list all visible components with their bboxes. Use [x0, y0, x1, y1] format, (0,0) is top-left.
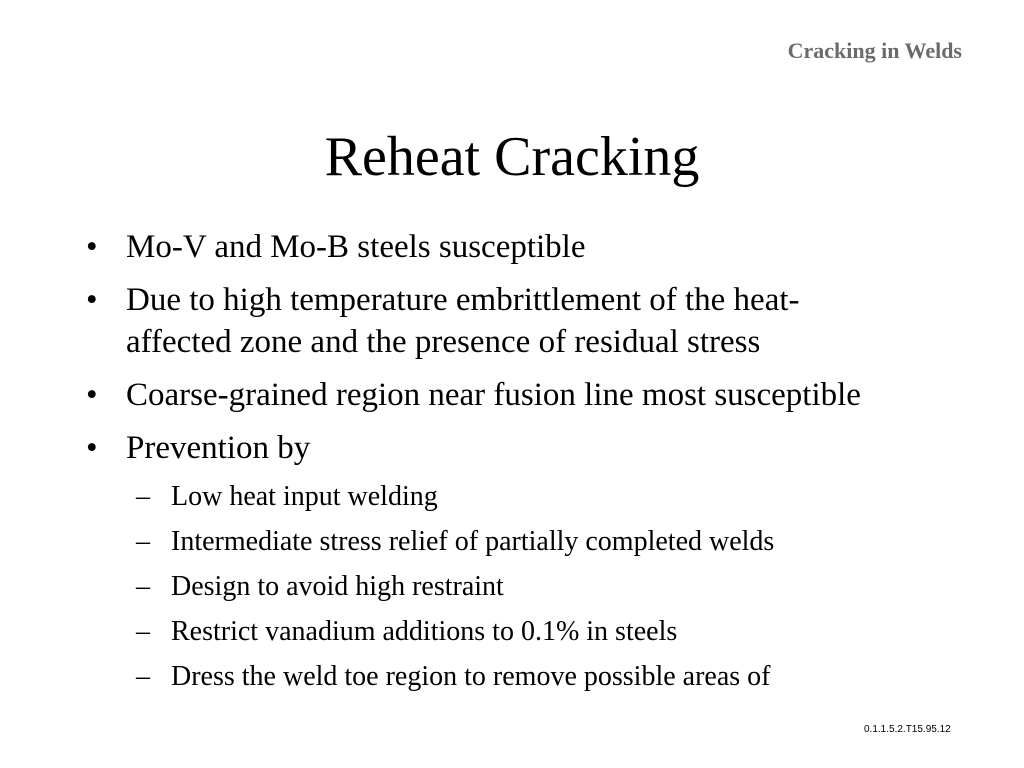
- sub-bullet-text: Design to avoid high restraint: [171, 571, 504, 602]
- sub-bullet-item: [0, 615, 904, 649]
- sub-bullet-list: [126, 480, 904, 694]
- sub-bullet-item: [0, 570, 904, 604]
- bullet-text: Prevention by: [126, 430, 311, 466]
- bullet-item: [0, 279, 1024, 363]
- dash-mark: –: [136, 571, 150, 602]
- bullet-item: [0, 226, 1024, 268]
- dash-mark: –: [136, 661, 150, 692]
- bullet-text: Mo-V and Mo-B steels susceptible: [126, 229, 586, 265]
- bullet-mark: •: [86, 229, 98, 265]
- bullet-item: [0, 374, 1024, 416]
- dash-mark: –: [136, 481, 150, 512]
- bullet-list: [0, 226, 1024, 705]
- slide-title: Reheat Cracking: [324, 126, 700, 188]
- dash-mark: –: [136, 526, 150, 557]
- sub-bullet-item: [0, 660, 904, 694]
- sub-bullet-item: [0, 525, 904, 559]
- bullet-mark: •: [86, 282, 98, 318]
- dash-mark: –: [136, 616, 150, 647]
- bullet-mark: •: [86, 430, 98, 466]
- bullet-item: [0, 427, 1024, 694]
- sub-bullet-text: Restrict vanadium additions to 0.1% in steels: [171, 616, 678, 647]
- section-header: Cracking in Welds: [787, 38, 962, 63]
- sub-bullet-text: Dress the weld toe region to remove possible areas of: [171, 661, 771, 692]
- sub-bullet-item: [0, 480, 904, 514]
- slide-code: 0.1.1.5.2.T15.95.12: [864, 724, 951, 735]
- bullet-mark: •: [86, 377, 98, 413]
- sub-bullet-text: Intermediate stress relief of partially completed welds: [171, 526, 775, 557]
- bullet-text: Coarse-grained region near fusion line most susceptible: [126, 377, 861, 413]
- bullet-text: Due to high temperature embrittlement of the heat-affected zone and the presence of residual stress: [126, 282, 800, 360]
- sub-bullet-text: Low heat input welding: [171, 481, 438, 512]
